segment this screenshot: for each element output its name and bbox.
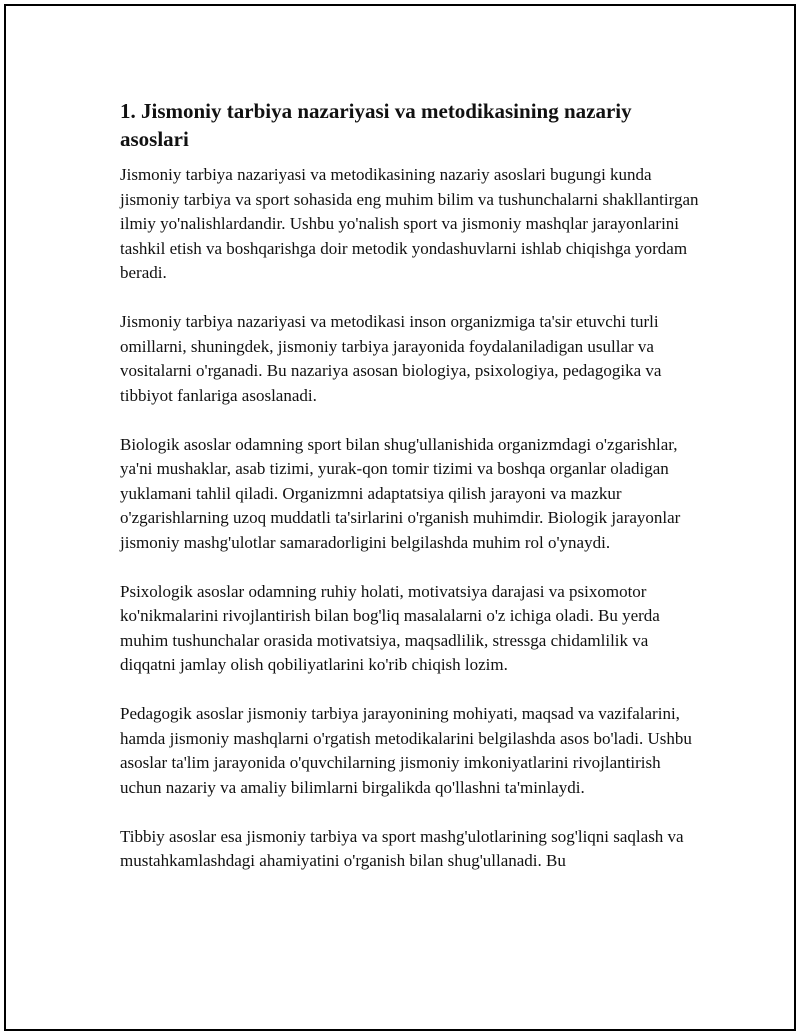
paragraph-theory: Jismoniy tarbiya nazariyasi va metodikasi inson organizmiga ta'sir etuvchi turli omillarni, shuningdek, jismoniy tarbiya jarayonida foydalaniladigan usullar va vositalarni o'rganadi. Bu nazariya asosan biologiya, psixologiya, pedagogika va tibbiyot fanlariga asoslanadi. <box>120 312 662 405</box>
paragraph-psychological: Psixologik asoslar odamning ruhiy holati, motivatsiya darajasi va psixomotor ko'nikmalarini rivojlantirish bilan bog'liq masalalarni o'z ichiga oladi. Bu yerda muhim tushunchalar orasida motivatsiya, maqsadlilik, stressga chidamlilik va diqqatni jamlay olish qobiliyatlarini ko'rib chiqish lozim. <box>120 581 660 674</box>
paragraph-pedagogical: Pedagogik asoslar jismoniy tarbiya jarayonining mohiyati, maqsad va vazifalarini, hamda jismoniy mashqlarni o'rgatish metodikalarini belgilashda asos bo'ladi. Ushbu asoslar ta'lim jarayonida o'quvchilarning jismoniy imkoniyatlarini rivojlantirish uchun nazariy va amaliy bilimlarni birgalikda qo'llashni ta'minlaydi. <box>120 704 692 797</box>
paragraph-intro: Jismoniy tarbiya nazariyasi va metodikasining nazariy asoslari bugungi kunda jismoniy tarbiya va sport sohasida eng muhim bilim va tushunchalarni shakllantirgan ilmiy yo'nalishlardandir. Ushbu yo'nalish sport va jismoniy mashqlar jarayonlarini tashkil etish va boshqarishga doir metodik yondashuvlarni ishlab chiqishga yordam beradi. <box>120 165 699 282</box>
paragraph-medical: Tibbiy asoslar esa jismoniy tarbiya va sport mashg'ulotlarining sog'liqni saqlash va mustahkamlashdagi ahamiyatini o'rganish bilan shug'ullanadi. Bu <box>120 826 684 870</box>
paragraph-biological: Biologik asoslar odamning sport bilan shug'ullanishida organizmdagi o'zgarishlar, ya'ni mushaklar, asab tizimi, yurak-qon tomir tizimi va boshqa organlar oladigan yuklamani tahlil qiladi. Organizmni adaptatsiya qilish jarayoni va mazkur o'zgarishlarning uzoq muddatli ta'sirlarini o'rganish muhimdir. Biologik jarayonlar jismoniy mashg'ulotlar samaradorligini belgilashda muhim rol o'ynaydi. <box>120 434 681 552</box>
page-frame <box>4 4 796 1031</box>
document-title: 1. Jismoniy tarbiya nazariyasi va metodikasining nazariy asoslari <box>120 99 632 151</box>
document-body <box>120 97 700 898</box>
